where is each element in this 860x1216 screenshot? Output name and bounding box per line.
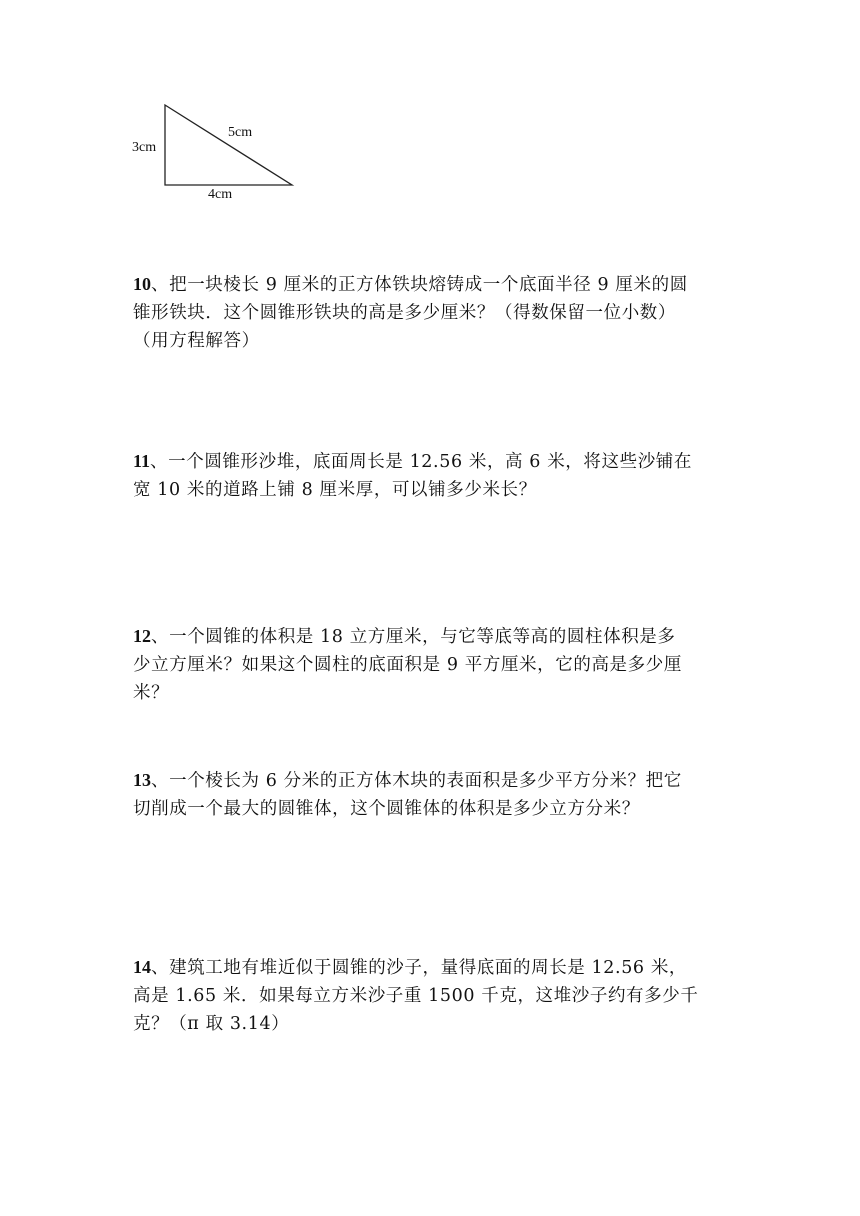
problem-number: 11 (133, 451, 151, 471)
problem-11 (133, 447, 733, 504)
problem-10 (133, 270, 733, 355)
height-label: 3cm (132, 140, 157, 155)
problem-text: 、一个圆锥的体积是 18 立方厘米，与它等底等高的圆柱体积是多 (151, 627, 676, 647)
problem-text: 、把一块棱长 9 厘米的正方体铁块熔铸成一个底面半径 9 厘米的圆 (151, 275, 688, 295)
right-triangle-figure (120, 95, 320, 215)
problem-line: （用方程解答） (133, 331, 260, 351)
problem-line: 少立方厘米？如果这个圆柱的底面积是 9 平方厘米，它的高是多少厘 (133, 655, 682, 675)
problem-line: 切削成一个最大的圆锥体，这个圆锥体的体积是多少立方分米？ (133, 799, 640, 819)
problem-line (133, 447, 733, 476)
problem-line (133, 622, 733, 651)
problem-number: 13 (133, 770, 151, 790)
problem-number: 14 (133, 957, 151, 977)
problem-line: 克？（π 取 3.14） (133, 1014, 290, 1034)
problem-line (133, 270, 733, 299)
problem-text: 、建筑工地有堆近似于圆锥的沙子，量得底面的周长是 12.56 米， (151, 958, 688, 978)
triangle-outline (165, 105, 292, 185)
problem-text: 、一个棱长为 6 分米的正方体木块的表面积是多少平方分米？把它 (151, 771, 682, 791)
problem-line: 米？ (133, 683, 170, 703)
problem-line (133, 953, 733, 982)
problem-number: 10 (133, 274, 151, 294)
problem-12 (133, 622, 733, 707)
problem-line (133, 766, 733, 795)
problem-line: 锥形铁块．这个圆锥形铁块的高是多少厘米？（得数保留一位小数） (133, 303, 676, 323)
problem-line: 高是 1.65 米．如果每立方米沙子重 1500 千克，这堆沙子约有多少千 (133, 986, 699, 1006)
problem-line: 宽 10 米的道路上铺 8 厘米厚，可以铺多少米长？ (133, 480, 537, 500)
problem-number: 12 (133, 626, 151, 646)
hypotenuse-label: 5cm (228, 125, 253, 140)
problem-13 (133, 766, 733, 823)
base-label: 4cm (208, 187, 233, 202)
problem-14 (133, 953, 733, 1038)
problem-text: 、一个圆锥形沙堆，底面周长是 12.56 米，高 6 米，将这些沙铺在 (150, 452, 692, 472)
